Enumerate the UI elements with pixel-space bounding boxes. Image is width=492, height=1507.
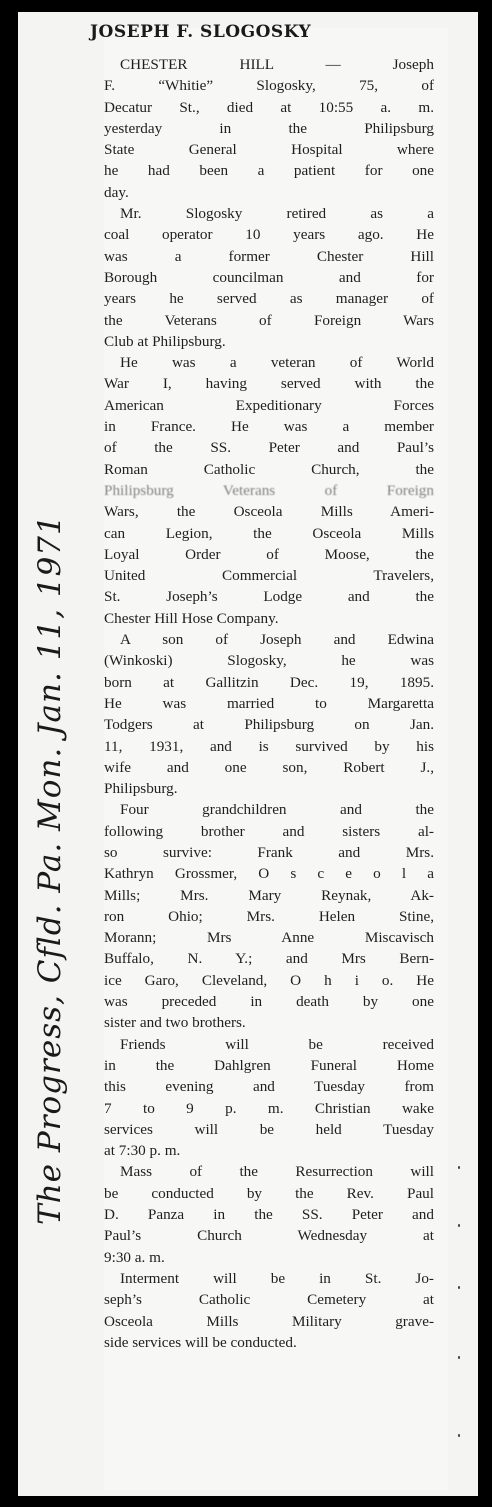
article-line: yesterday in the Philipsburg — [104, 119, 434, 137]
article-line: Mass of the Resurrection will — [120, 1163, 434, 1181]
article-line: seph’s Catholic Cemetery at — [104, 1291, 434, 1309]
article-line: D. Panza in the SS. Peter and — [104, 1206, 434, 1224]
article-line: Mr. Slogosky retired as a — [120, 205, 434, 223]
article-line: F. “Whitie” Slogosky, 75, of — [104, 77, 434, 95]
article-line: ron Ohio; Mrs. Helen Stine, — [104, 907, 434, 925]
article-line: the Veterans of Foreign Wars — [104, 311, 434, 329]
article-line: sister and two brothers. — [104, 1014, 246, 1032]
article-line: Kathryn Grossmer, O s c e o l a — [104, 865, 434, 883]
speck — [458, 1286, 460, 1289]
article-line: United Commercial Travelers, — [104, 567, 434, 585]
article-line: Decatur St., died at 10:55 a. m. — [104, 98, 434, 116]
article-line: Philipsburg Veterans of Foreign — [104, 481, 434, 499]
article-line: Four grandchildren and the — [120, 801, 434, 819]
article-line: in France. He was a member — [104, 418, 434, 436]
article-line: this evening and Tuesday from — [104, 1078, 434, 1096]
article-line: A son of Joseph and Edwina — [120, 631, 434, 649]
article-line: years he served as manager of — [104, 290, 434, 308]
article-line: (Winkoski) Slogosky, he was — [104, 652, 434, 670]
speck — [458, 1224, 460, 1227]
article-line: was a former Chester Hill — [104, 247, 434, 265]
article-line: Mills; Mrs. Mary Reynak, Ak- — [104, 886, 434, 904]
article-line: 9:30 a. m. — [104, 1248, 165, 1266]
article-line: CHESTER HILL — Joseph — [120, 56, 434, 73]
article-line: St. Joseph’s Lodge and the — [104, 588, 434, 606]
article-line: Chester Hill Hose Company. — [104, 609, 279, 627]
obituary-headline: JOSEPH F. SLOGOSKY — [90, 22, 312, 42]
article-line: Borough councilman and for — [104, 268, 434, 286]
obituary-body — [104, 54, 434, 1353]
scan-specks — [458, 1166, 464, 1466]
article-line: of the SS. Peter and Paul’s — [104, 439, 434, 457]
article-line: so survive: Frank and Mrs. — [104, 843, 434, 861]
handwritten-source-note: The Progress, Cfld. Pa. Mon. Jan. 11, 1971 — [32, 514, 68, 1225]
article-line: Todgers at Philipsburg on Jan. — [104, 716, 434, 734]
article-line: Osceola Mills Military grave- — [104, 1312, 434, 1330]
article-line: Interment will be in St. Jo- — [120, 1269, 434, 1287]
article-line: Morann; Mrs Anne Miscavisch — [104, 929, 434, 947]
article-line: services will be held Tuesday — [104, 1120, 434, 1138]
article-line: State General Hospital where — [104, 141, 434, 159]
article-line: in the Dahlgren Funeral Home — [104, 1056, 434, 1074]
article-line: Philipsburg. — [104, 780, 178, 798]
article-line: following brother and sisters al- — [104, 822, 434, 840]
article-line: was preceded in death by one — [104, 993, 434, 1011]
article-line: Roman Catholic Church, the — [104, 460, 434, 478]
article-line: wife and one son, Robert J., — [104, 758, 434, 776]
article-line: Friends will be received — [120, 1035, 434, 1053]
article-line: 11, 1931, and is survived by his — [104, 737, 434, 755]
article-line: can Legion, the Osceola Mills — [104, 524, 434, 542]
article-line: Wars, the Osceola Mills Ameri- — [104, 503, 434, 521]
article-line: day. — [104, 183, 129, 201]
article-line: War I, having served with the — [104, 375, 434, 393]
article-line: at 7:30 p. m. — [104, 1142, 181, 1160]
article-line: Buffalo, N. Y.; and Mrs Bern- — [104, 950, 434, 968]
article-line: be conducted by the Rev. Paul — [104, 1184, 434, 1202]
speck — [458, 1434, 460, 1437]
speck — [458, 1356, 460, 1359]
article-line: Loyal Order of Moose, the — [104, 545, 434, 563]
article-line: coal operator 10 years ago. He — [104, 226, 434, 244]
article-line: ice Garo, Cleveland, O h i o. He — [104, 971, 434, 989]
article-line: He was married to Margaretta — [104, 694, 434, 712]
speck — [458, 1166, 460, 1169]
article-line: American Expeditionary Forces — [104, 396, 434, 414]
article-line: side services will be conducted. — [104, 1333, 297, 1351]
article-line: he had been a patient for one — [104, 162, 434, 180]
article-line: Paul’s Church Wednesday at — [104, 1227, 434, 1245]
article-line: 7 to 9 p. m. Christian wake — [104, 1099, 434, 1117]
article-line: He was a veteran of World — [120, 354, 434, 372]
article-line: Club at Philipsburg. — [104, 332, 226, 350]
article-line: born at Gallitzin Dec. 19, 1895. — [104, 673, 434, 691]
